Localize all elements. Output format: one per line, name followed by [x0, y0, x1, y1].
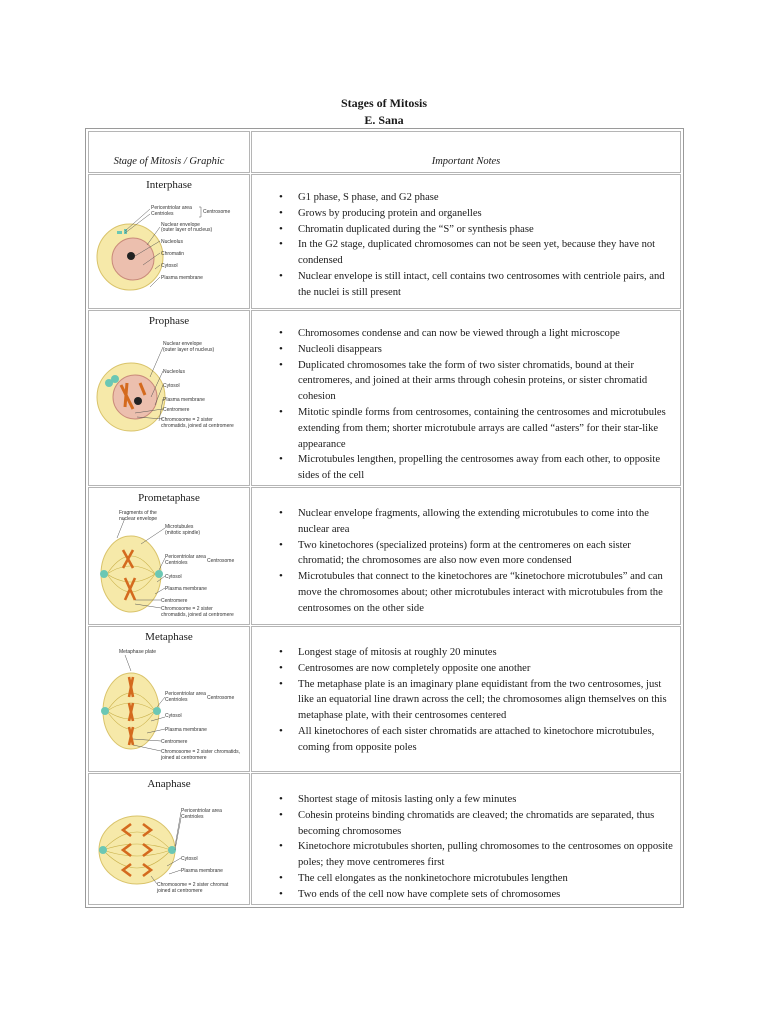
fig-label: Cytosol: [181, 856, 198, 862]
prometaphase-diagram: [95, 508, 245, 624]
interphase-graphic-cell: [88, 174, 250, 309]
note-item: • Nucleoli disappears: [268, 342, 678, 358]
fig-label: nuclear envelope: [119, 516, 158, 522]
stage-name: Prometaphase: [138, 492, 200, 504]
fig-label: Centromere: [161, 598, 188, 604]
fig-label: Pericentriolar area: [151, 205, 192, 211]
anaphase-graphic-cell: [88, 773, 250, 905]
fig-label: joined at centromere: [161, 755, 207, 761]
fig-label: Chromosome = 2 sister chromat: [157, 882, 229, 888]
notes-list: [268, 326, 678, 484]
fig-label: Cytosol: [161, 263, 178, 269]
fig-label: Plasma membrane: [165, 586, 207, 592]
prometaphase-graphic-cell: [88, 487, 250, 625]
note-item: • The cell elongates as the nonkinetochore microtubules lengthen: [268, 871, 678, 887]
notes-list: [268, 792, 678, 903]
stage-name: Anaphase: [147, 778, 191, 790]
metaphase-graphic-cell: [88, 626, 250, 772]
prometaphase-notes-cell: [251, 487, 681, 625]
fig-label: Nucleolus: [161, 239, 183, 245]
fig-label: Centromere: [163, 407, 190, 413]
prophase-notes-cell: [251, 310, 681, 486]
header-stage-cell: [88, 131, 250, 173]
metaphase-diagram: [95, 647, 245, 769]
note-item: • Two ends of the cell now have complete sets of chromosomes: [268, 887, 678, 903]
interphase-notes-cell: [251, 174, 681, 309]
note-item: • Two kinetochores (specialized proteins) form at the centromeres on each sister chromatid; the chromosomes are also now even more condensed: [268, 538, 678, 570]
mitosis-table: [85, 128, 684, 908]
prophase-graphic-cell: [88, 310, 250, 486]
header-stage-label: Stage of Mitosis / Graphic: [113, 156, 225, 167]
fig-label: Metaphase plate: [119, 649, 156, 655]
stage-name: Metaphase: [145, 631, 193, 643]
document-author: E. Sana: [364, 113, 404, 127]
fig-label: Chromosome = 2 sister: [161, 417, 213, 423]
fig-label: chromatids, joined at centromere: [161, 612, 234, 618]
fig-label: Pericentriolar area: [165, 554, 206, 560]
fig-label: Cytosol: [163, 383, 180, 389]
metaphase-notes-cell: [251, 626, 681, 772]
anaphase-notes-cell: [251, 773, 681, 905]
fig-label: Pericentriolar area: [181, 808, 222, 814]
note-item: • In the G2 stage, duplicated chromosomes can not be seen yet, because they have not condensed: [268, 237, 678, 269]
fig-label: chromatids, joined at centromere: [161, 423, 234, 429]
fig-label: Centrosome: [203, 209, 231, 215]
fig-label: Nucleolus: [163, 369, 185, 375]
stage-name: Prophase: [148, 315, 190, 327]
note-item: • Nuclear envelope fragments, allowing the extending microtubules to come into the nuclear area: [268, 506, 678, 538]
fig-label: Centromere: [161, 739, 188, 745]
fig-label: Chromosome = 2 sister chromatids,: [161, 749, 241, 755]
note-item: • Chromosomes condense and can now be viewed through a light microscope: [268, 326, 678, 342]
fig-label: joined at centromere: [157, 888, 203, 894]
fig-label: Fragments of the: [119, 510, 157, 516]
document-title: Stages of Mitosis: [341, 96, 427, 110]
interphase-diagram: [95, 195, 245, 305]
fig-label: (outer layer of nucleus): [163, 347, 215, 353]
fig-label: Plasma membrane: [161, 275, 203, 281]
fig-label: Plasma membrane: [181, 868, 223, 874]
notes-list: [268, 506, 678, 617]
note-item: • G1 phase, S phase, and G2 phase: [268, 190, 678, 206]
fig-label: Pericentriolar area: [165, 691, 206, 697]
fig-label: Nuclear envelope: [161, 222, 200, 228]
note-item: • Cohesin proteins binding chromatids are cleaved; the chromatids are separated, thus becoming chromosomes: [268, 808, 678, 840]
note-item: • Mitotic spindle forms from centrosomes, containing the centrosomes and microtubules extending from them; shorter microtubule arrays are called “asters” for their star-like appearance: [268, 405, 678, 452]
header-notes-label: Important Notes: [431, 156, 501, 167]
notes-list: [268, 645, 678, 756]
note-item: • Grows by producing protein and organelles: [268, 206, 678, 222]
note-item: • Chromatin duplicated during the “S” or synthesis phase: [268, 222, 678, 238]
fig-label: Cytosol: [165, 713, 182, 719]
header-notes-cell: [251, 131, 681, 173]
fig-label: (outer layer of nucleus): [161, 227, 213, 233]
fig-label: Centrosome: [207, 558, 235, 564]
fig-label: (mitotic spindle): [165, 530, 201, 536]
note-item: • Centrosomes are now completely opposite one another: [268, 661, 678, 677]
fig-label: Plasma membrane: [165, 727, 207, 733]
fig-label: Centrioles: [181, 814, 204, 820]
note-item: • The metaphase plate is an imaginary plane equidistant from the two centrosomes, just like an equatorial line drawn across the cell; the chromosomes align themselves on this metaphase plate, with their centrosomes centered: [268, 677, 678, 724]
fig-label: Microtubules: [165, 524, 194, 530]
note-item: • Shortest stage of mitosis lasting only a few minutes: [268, 792, 678, 808]
note-item: • Microtubules lengthen, propelling the centrosomes away from each other, to opposite sides of the cell: [268, 452, 678, 484]
fig-label: Plasma membrane: [163, 397, 205, 403]
note-item: • Nuclear envelope is still intact, cell contains two centrosomes with centriole pairs, and the nuclei is still present: [268, 269, 678, 301]
note-item: • Kinetochore microtubules shorten, pulling chromosomes to the centrosomes on opposite poles; they move centromeres first: [268, 839, 678, 871]
fig-label: Cytosol: [165, 574, 182, 580]
fig-label: Centrioles: [165, 560, 188, 566]
anaphase-diagram: [95, 794, 245, 904]
stage-name: Interphase: [146, 179, 192, 191]
fig-label: Centrioles: [151, 211, 174, 217]
fig-label: Nuclear envelope: [163, 341, 202, 347]
fig-label: Centrioles: [165, 697, 188, 703]
prophase-diagram: [95, 335, 245, 460]
note-item: • Longest stage of mitosis at roughly 20 minutes: [268, 645, 678, 661]
notes-list: [268, 190, 678, 301]
note-item: • Duplicated chromosomes take the form of two sister chromatids, bound at their centromeres, and joined at their arms through cohesin proteins, or sister chromatid cohesion: [268, 358, 678, 405]
note-item: • All kinetochores of each sister chromatids are attached to kinetochore microtubules, coming from opposite poles: [268, 724, 678, 756]
note-item: • Microtubules that connect to the kinetochores are “kinetochore microtubules” and can move the chromosomes about; other microtubules interact with microtubules from the centrosomes on the other side: [268, 569, 678, 616]
fig-label: Chromosome = 2 sister: [161, 606, 213, 612]
fig-label: Centrosome: [207, 695, 235, 701]
fig-label: Chromatin: [161, 251, 185, 257]
